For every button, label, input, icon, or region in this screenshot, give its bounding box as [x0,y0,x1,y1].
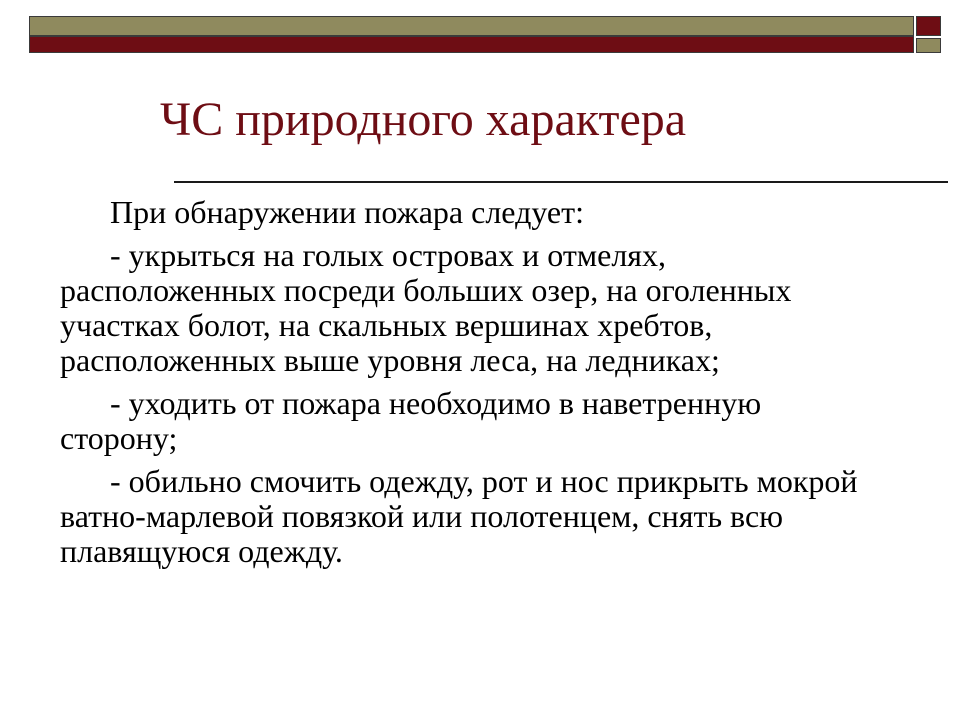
top-bar-olive [29,16,914,36]
body-paragraph-intro: При обнаружении пожара следует: [110,194,584,230]
title-divider [174,181,948,183]
slide-title: ЧС природного характера [160,93,687,146]
body-paragraph-direction: - уходить от пожара необходимо в наветренную сторону; [60,385,762,456]
body-paragraph-clothing: - обильно смочить одежду, рот и нос прикрыть мокрой ватно-марлевой повязкой или полотенцем, снять всю плавящуюся одежду. [60,463,858,569]
top-bar-maroon [29,36,914,53]
corner-square-olive [916,38,941,53]
slide-body [60,195,880,577]
body-paragraph-shelter: - укрыться на голых островах и отмелях, расположенных посреди больших озер, на оголенных участках болот, на скальных вершинах хребтов, расположенных выше уровня леса, на ледниках; [60,237,792,378]
corner-square-maroon [916,16,941,36]
